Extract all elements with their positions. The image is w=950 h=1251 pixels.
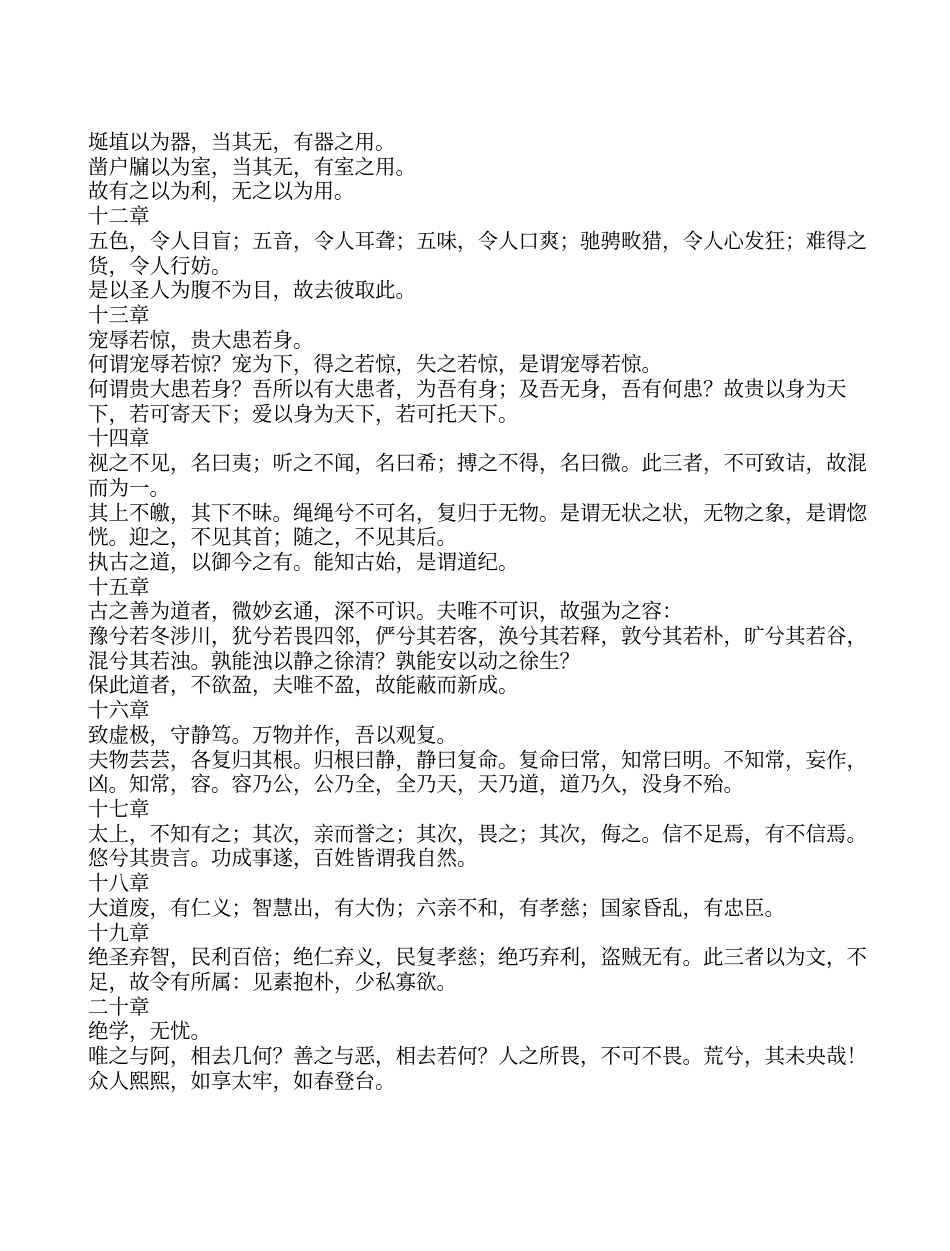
- text-line: 宠辱若惊，贵大患若身。: [88, 327, 314, 352]
- chapter-heading: 十二章: [88, 204, 150, 229]
- chapter-heading: 十八章: [88, 871, 150, 896]
- text-line: 众人熙熙，如享太牢，如春登台。: [88, 1068, 396, 1093]
- text-line: 古之善为道者，微妙玄通，深不可识。夫唯不可识，故强为之容：: [88, 599, 683, 624]
- text-line: 五色，令人目盲；五音，令人耳聋；五味，令人口爽；驰骋畋猎，令人心发狂；难得之货，令人行妨。: [88, 228, 867, 278]
- chapter-heading: 十六章: [88, 698, 150, 723]
- chapter-heading: 十三章: [88, 302, 150, 327]
- chapter-heading: 二十章: [88, 994, 150, 1019]
- text-line: 绝圣弃智，民利百倍；绝仁弃义，民复孝慈；绝巧弃利，盗贼无有。此三者以为文，不足，故令有所属：见素抱朴，少私寡欲。: [88, 945, 867, 994]
- text-line: 大道废，有仁义；智慧出，有大伪；六亲不和，有孝慈；国家昏乱，有忠臣。: [88, 895, 785, 920]
- text-line: 何谓贵大患若身？吾所以有大患者，为吾有身；及吾无身，吾有何患？故贵以身为天下，若可寄天下；爱以身为天下，若可托天下。: [88, 377, 847, 426]
- text-line: 致虚极，守静笃。万物并作，吾以观复。: [88, 722, 457, 747]
- text-line: 保此道者，不欲盈，夫唯不盈，故能蔽而新成。: [88, 673, 519, 698]
- text-line: 何谓宠辱若惊？宠为下，得之若惊，失之若惊，是谓宠辱若惊。: [88, 352, 662, 377]
- text-line: 故有之以为利，无之以为用。: [88, 179, 355, 204]
- chapter-heading: 十七章: [88, 796, 150, 821]
- text-line: 豫兮若冬涉川，犹兮若畏四邻，俨兮其若客，涣兮其若释，敦兮其若朴，旷兮其若谷，混兮其若浊。孰能浊以静之徐清？孰能安以动之徐生？: [88, 624, 867, 673]
- text-line: 绝学，无忧。: [88, 1019, 211, 1044]
- chapter-heading: 十五章: [88, 574, 150, 599]
- text-line: 埏埴以为器，当其无，有器之用。: [88, 130, 396, 154]
- text-line: 夫物芸芸，各复归其根。归根曰静，静曰复命。复命曰常，知常曰明。不知常，妄作，凶。知常，容。容乃公，公乃全，全乃天，天乃道，道乃久，没身不殆。: [88, 747, 867, 797]
- text-line: 唯之与阿，相去几何？善之与恶，相去若何？人之所畏，不可不畏。荒兮，其未央哉！: [88, 1044, 867, 1069]
- text-line: 执古之道，以御今之有。能知古始，是谓道纪。: [88, 549, 519, 574]
- text-line: 视之不见，名曰夷；听之不闻，名曰希；搏之不得，名曰微。此三者，不可致诘，故混而为一。: [88, 451, 867, 500]
- text-line: 是以圣人为腹不为目，故去彼取此。: [88, 278, 416, 303]
- chapter-heading: 十四章: [88, 426, 150, 451]
- text-line: 其上不皦，其下不昧。绳绳兮不可名，复归于无物。是谓无状之状，无物之象，是谓惚恍。迎之，不见其首；随之，不见其后。: [88, 500, 867, 550]
- chapter-heading: 十九章: [88, 920, 150, 945]
- text-line: 太上，不知有之；其次，亲而誉之；其次，畏之；其次，侮之。信不足焉，有不信焉。悠兮其贵言。功成事遂，百姓皆谓我自然。: [88, 821, 867, 871]
- document-page: [88, 130, 878, 1093]
- text-line: 凿户牖以为室，当其无，有室之用。: [88, 154, 416, 179]
